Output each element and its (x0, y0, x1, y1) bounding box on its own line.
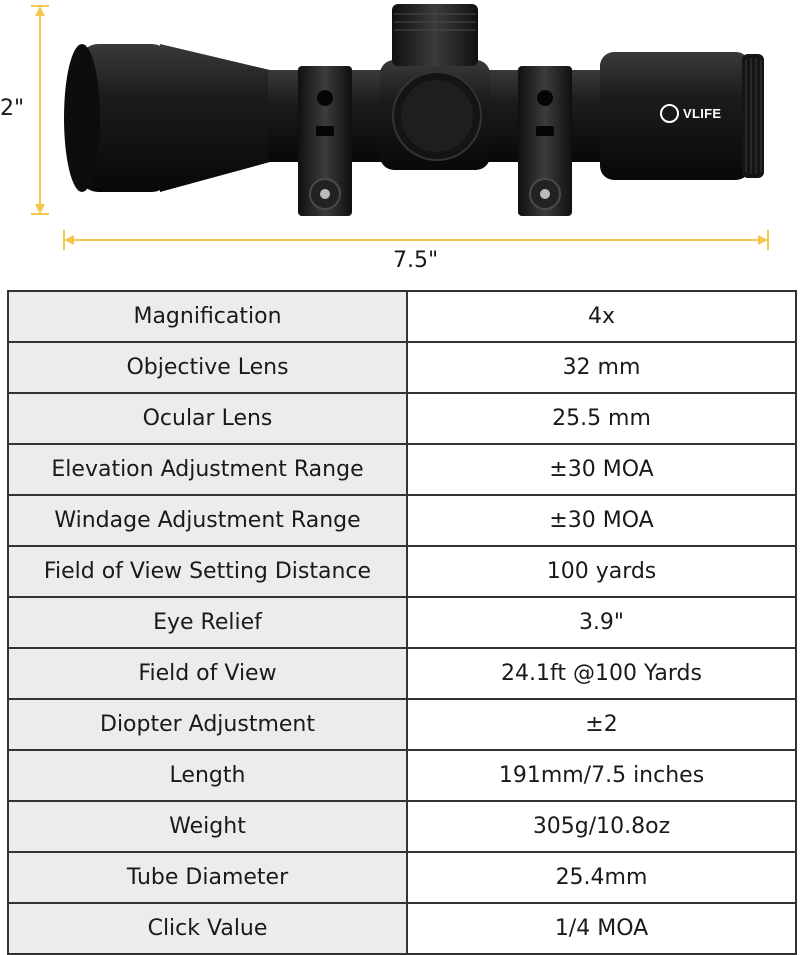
table-row (8, 750, 796, 801)
spec-value: 305g/10.8oz (407, 801, 796, 852)
spec-value: 32 mm (407, 342, 796, 393)
height-dimension-label: 2" (0, 96, 25, 121)
spec-value: 1/4 MOA (407, 903, 796, 954)
spec-label: Diopter Adjustment (8, 699, 407, 750)
table-row (8, 699, 796, 750)
spec-label: Field of View Setting Distance (8, 546, 407, 597)
width-dimension-line (64, 230, 768, 250)
spec-label: Magnification (8, 291, 407, 342)
spec-table (7, 290, 797, 955)
spec-value: ±30 MOA (407, 444, 796, 495)
spec-value: 100 yards (407, 546, 796, 597)
table-row (8, 444, 796, 495)
spec-label: Tube Diameter (8, 852, 407, 903)
spec-label: Elevation Adjustment Range (8, 444, 407, 495)
table-row (8, 393, 796, 444)
table-row (8, 546, 796, 597)
table-row (8, 801, 796, 852)
table-row (8, 291, 796, 342)
spec-value: 25.5 mm (407, 393, 796, 444)
table-row (8, 495, 796, 546)
scope-illustration (0, 0, 800, 285)
brand-logo (660, 104, 721, 123)
spec-value: 191mm/7.5 inches (407, 750, 796, 801)
height-dimension-line (31, 6, 49, 214)
brand-circle-icon (660, 104, 679, 123)
table-row (8, 597, 796, 648)
spec-label: Length (8, 750, 407, 801)
spec-label: Windage Adjustment Range (8, 495, 407, 546)
spec-value: 25.4mm (407, 852, 796, 903)
spec-value: 4x (407, 291, 796, 342)
spec-value: 24.1ft @100 Yards (407, 648, 796, 699)
width-dimension-label: 7.5" (393, 248, 439, 273)
spec-label: Objective Lens (8, 342, 407, 393)
spec-value: ±2 (407, 699, 796, 750)
table-row (8, 852, 796, 903)
scope-body (64, 4, 764, 216)
spec-label: Click Value (8, 903, 407, 954)
spec-label: Ocular Lens (8, 393, 407, 444)
spec-label: Eye Relief (8, 597, 407, 648)
spec-label: Weight (8, 801, 407, 852)
brand-name: VLIFE (683, 106, 722, 121)
product-figure (0, 0, 800, 285)
spec-value: ±30 MOA (407, 495, 796, 546)
table-row (8, 903, 796, 954)
spec-label: Field of View (8, 648, 407, 699)
table-row (8, 648, 796, 699)
table-row (8, 342, 796, 393)
spec-value: 3.9" (407, 597, 796, 648)
